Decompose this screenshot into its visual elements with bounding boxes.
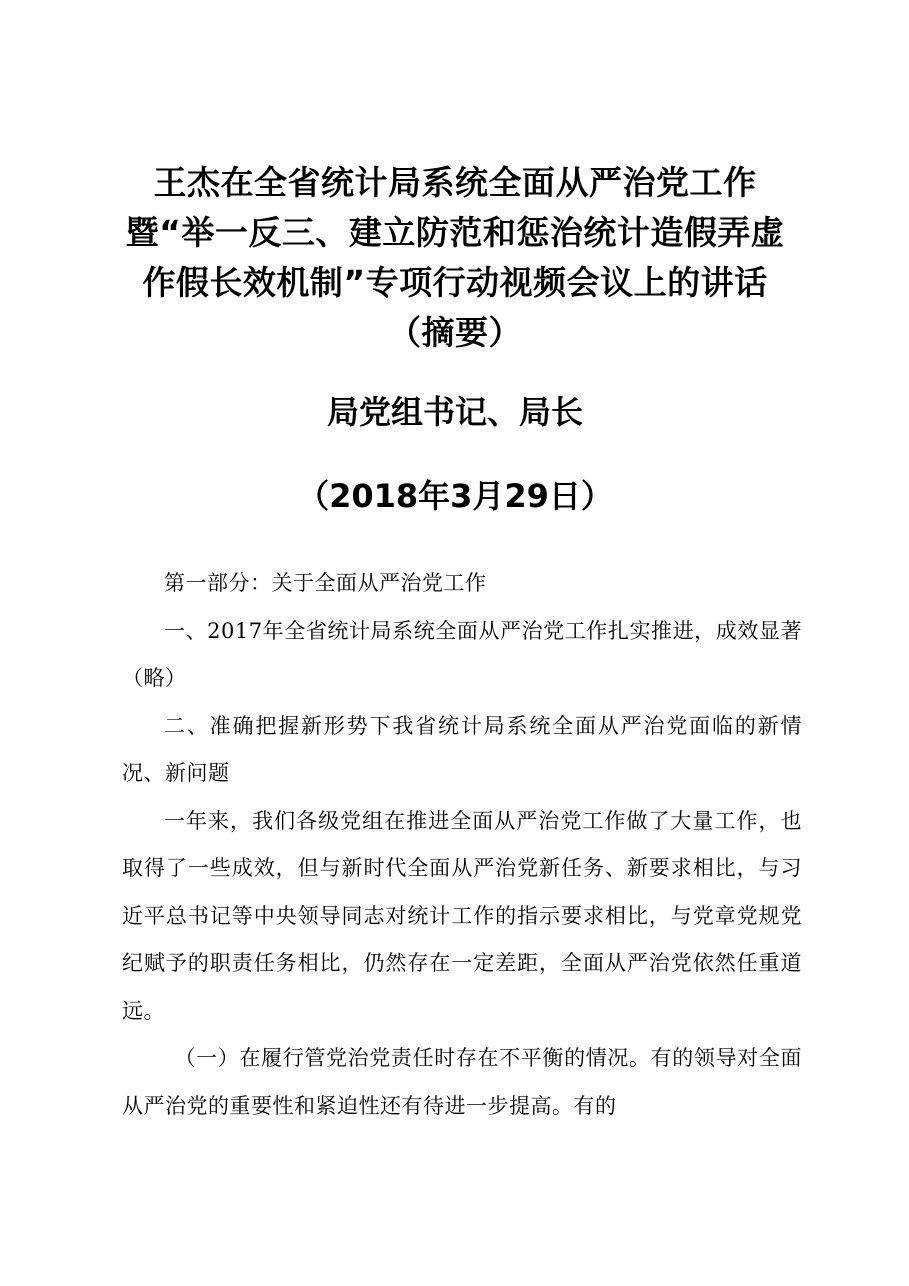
paragraph-section-two: 二、准确把握新形势下我省统计局系统全面从严治党面临的新情况、新问题 [122, 713, 802, 785]
date-line: （2018年3月29日） [297, 477, 613, 515]
paragraph-subsection-one: （一）在履行管党治党责任时存在不平衡的情况。有的领导对全面从严治党的重要性和紧迫性还有待进一步提高。有的 [122, 1046, 802, 1118]
document-body [122, 560, 802, 1130]
paragraph-summary: 一年来，我们各级党组在推进全面从严治党工作做了大量工作，也取得了一些成效，但与新时代全面从严治党新任务、新要求相比，与习近平总书记等中央领导同志对统计工作的指示要求相比，与党章党规党纪赋予的职责任务相比，仍然存在一定差距，全面从严治党依然任重道远。 [122, 808, 802, 1023]
author-line: 局党组书记、局长 [326, 393, 583, 431]
paragraph-section-one: 一、2017年全省统计局系统全面从严治党工作扎实推进，成效显著（略） [122, 618, 802, 690]
document-title: 王杰在全省统计局系统全面从严治党工作暨“举一反三、建立防范和惩治统计造假弄虚作假长效机制”专项行动视频会议上的讲话（摘要） [125, 163, 785, 352]
paragraph-part-one-heading: 第一部分：关于全面从严治党工作 [164, 571, 487, 595]
